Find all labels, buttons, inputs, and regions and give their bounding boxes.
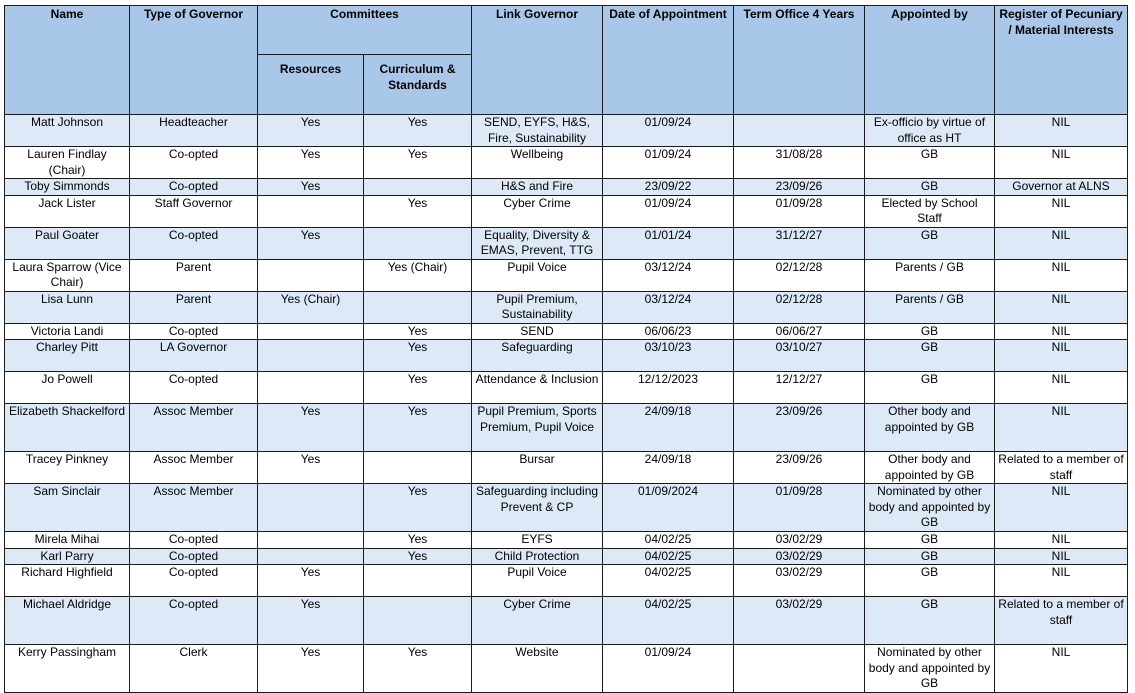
cell-register: NIL	[995, 115, 1128, 147]
cell-type: Co-opted	[130, 548, 258, 565]
cell-resources	[258, 532, 364, 549]
cell-term	[734, 115, 865, 147]
cell-date: 06/06/23	[603, 323, 734, 340]
table-row	[5, 548, 1128, 565]
table-row	[5, 532, 1128, 549]
cell-link: Wellbeing	[472, 147, 603, 179]
cell-register: NIL	[995, 484, 1128, 532]
cell-date: 01/09/24	[603, 645, 734, 693]
cell-type: Co-opted	[130, 179, 258, 196]
cell-appointed: Parents / GB	[865, 291, 995, 323]
cell-register: Related to a member of staff	[995, 452, 1128, 484]
cell-name: Victoria Landi	[5, 323, 130, 340]
table-row	[5, 645, 1128, 693]
cell-resources	[258, 372, 364, 404]
cell-link: Safeguarding	[472, 340, 603, 372]
cell-register: NIL	[995, 340, 1128, 372]
cell-type: Co-opted	[130, 597, 258, 645]
cell-date: 24/09/18	[603, 452, 734, 484]
cell-appointed: GB	[865, 147, 995, 179]
cell-link: Pupil Premium, Sustainability	[472, 291, 603, 323]
cell-term: 02/12/28	[734, 291, 865, 323]
cell-name: Karl Parry	[5, 548, 130, 565]
table-row	[5, 404, 1128, 452]
cell-type: Co-opted	[130, 323, 258, 340]
table-row	[5, 147, 1128, 179]
cell-name: Kerry Passingham	[5, 645, 130, 693]
cell-date: 01/01/24	[603, 227, 734, 259]
cell-resources: Yes	[258, 115, 364, 147]
cell-resources: Yes	[258, 645, 364, 693]
cell-resources	[258, 323, 364, 340]
table-body	[5, 115, 1128, 693]
cell-resources: Yes	[258, 179, 364, 196]
cell-appointed: GB	[865, 227, 995, 259]
table-row	[5, 565, 1128, 597]
cell-type: Co-opted	[130, 532, 258, 549]
header-curriculum-standards: Curriculum & Standards	[364, 55, 472, 115]
cell-link: EYFS	[472, 532, 603, 549]
cell-name: Lauren Findlay (Chair)	[5, 147, 130, 179]
header-name: Name	[5, 6, 130, 115]
cell-curriculum: Yes	[364, 645, 472, 693]
cell-name: Jo Powell	[5, 372, 130, 404]
header-link-governor: Link Governor	[472, 6, 603, 115]
cell-link: Pupil Voice	[472, 259, 603, 291]
cell-register: NIL	[995, 548, 1128, 565]
cell-term: 03/02/29	[734, 565, 865, 597]
header-appointed-by: Appointed by	[865, 6, 995, 115]
cell-register: Related to a member of staff	[995, 597, 1128, 645]
cell-appointed: GB	[865, 323, 995, 340]
cell-curriculum	[364, 565, 472, 597]
cell-register: NIL	[995, 532, 1128, 549]
cell-date: 03/12/24	[603, 259, 734, 291]
cell-type: Parent	[130, 259, 258, 291]
cell-term: 03/02/29	[734, 597, 865, 645]
cell-term: 23/09/26	[734, 179, 865, 196]
cell-name: Michael Aldridge	[5, 597, 130, 645]
cell-curriculum	[364, 291, 472, 323]
cell-link: Attendance & Inclusion	[472, 372, 603, 404]
cell-type: Headteacher	[130, 115, 258, 147]
cell-date: 01/09/24	[603, 195, 734, 227]
cell-type: Assoc Member	[130, 452, 258, 484]
cell-appointed: Parents / GB	[865, 259, 995, 291]
table-row	[5, 195, 1128, 227]
cell-term: 31/08/28	[734, 147, 865, 179]
cell-curriculum: Yes	[364, 340, 472, 372]
header-term-office: Term Office 4 Years	[734, 6, 865, 115]
cell-type: Co-opted	[130, 147, 258, 179]
cell-curriculum: Yes	[364, 147, 472, 179]
cell-resources: Yes (Chair)	[258, 291, 364, 323]
cell-type: Assoc Member	[130, 484, 258, 532]
cell-resources: Yes	[258, 227, 364, 259]
table-row	[5, 227, 1128, 259]
cell-link: Website	[472, 645, 603, 693]
cell-date: 04/02/25	[603, 548, 734, 565]
cell-link: SEND	[472, 323, 603, 340]
cell-term: 01/09/28	[734, 484, 865, 532]
cell-register: NIL	[995, 404, 1128, 452]
cell-appointed: Nominated by other body and appointed by GB	[865, 484, 995, 532]
cell-link: Cyber Crime	[472, 597, 603, 645]
cell-resources	[258, 195, 364, 227]
cell-curriculum: Yes	[364, 115, 472, 147]
cell-curriculum: Yes	[364, 532, 472, 549]
cell-appointed: GB	[865, 179, 995, 196]
cell-appointed: GB	[865, 532, 995, 549]
cell-term: 06/06/27	[734, 323, 865, 340]
cell-register: NIL	[995, 147, 1128, 179]
table-row	[5, 115, 1128, 147]
cell-term: 03/02/29	[734, 548, 865, 565]
cell-register: NIL	[995, 323, 1128, 340]
table-row	[5, 340, 1128, 372]
cell-date: 03/12/24	[603, 291, 734, 323]
cell-resources: Yes	[258, 147, 364, 179]
cell-appointed: GB	[865, 565, 995, 597]
governors-table	[4, 5, 1128, 693]
cell-link: Pupil Voice	[472, 565, 603, 597]
cell-appointed: GB	[865, 597, 995, 645]
header-type: Type of Governor	[130, 6, 258, 115]
cell-curriculum: Yes (Chair)	[364, 259, 472, 291]
cell-term: 03/02/29	[734, 532, 865, 549]
table-row	[5, 291, 1128, 323]
cell-register: NIL	[995, 372, 1128, 404]
cell-appointed: Other body and appointed by GB	[865, 452, 995, 484]
cell-resources: Yes	[258, 565, 364, 597]
cell-type: Assoc Member	[130, 404, 258, 452]
cell-term	[734, 645, 865, 693]
cell-curriculum: Yes	[364, 323, 472, 340]
cell-date: 04/02/25	[603, 597, 734, 645]
cell-register: NIL	[995, 195, 1128, 227]
cell-name: Matt Johnson	[5, 115, 130, 147]
cell-type: LA Governor	[130, 340, 258, 372]
cell-name: Elizabeth Shackelford	[5, 404, 130, 452]
cell-curriculum: Yes	[364, 195, 472, 227]
cell-name: Charley Pitt	[5, 340, 130, 372]
cell-register: NIL	[995, 227, 1128, 259]
cell-resources: Yes	[258, 597, 364, 645]
cell-date: 01/09/2024	[603, 484, 734, 532]
cell-link: Cyber Crime	[472, 195, 603, 227]
table-row	[5, 323, 1128, 340]
cell-register: Governor at ALNS	[995, 179, 1128, 196]
cell-resources: Yes	[258, 404, 364, 452]
cell-curriculum: Yes	[364, 404, 472, 452]
cell-name: Mirela Mihai	[5, 532, 130, 549]
cell-name: Jack Lister	[5, 195, 130, 227]
cell-curriculum	[364, 179, 472, 196]
table-row	[5, 372, 1128, 404]
cell-curriculum: Yes	[364, 484, 472, 532]
cell-type: Staff Governor	[130, 195, 258, 227]
table-row	[5, 597, 1128, 645]
cell-register: NIL	[995, 291, 1128, 323]
cell-term: 03/10/27	[734, 340, 865, 372]
cell-appointed: Other body and appointed by GB	[865, 404, 995, 452]
cell-name: Paul Goater	[5, 227, 130, 259]
cell-resources: Yes	[258, 452, 364, 484]
header-register-of-interests: Register of Pecuniary / Material Interests	[995, 6, 1128, 115]
cell-link: Child Protection	[472, 548, 603, 565]
table-row	[5, 452, 1128, 484]
header-date-of-appointment: Date of Appointment	[603, 6, 734, 115]
cell-name: Lisa Lunn	[5, 291, 130, 323]
cell-type: Co-opted	[130, 372, 258, 404]
cell-term: 12/12/27	[734, 372, 865, 404]
cell-curriculum	[364, 227, 472, 259]
cell-date: 12/12/2023	[603, 372, 734, 404]
cell-date: 24/09/18	[603, 404, 734, 452]
cell-link: Pupil Premium, Sports Premium, Pupil Voice	[472, 404, 603, 452]
cell-link: H&S and Fire	[472, 179, 603, 196]
cell-term: 01/09/28	[734, 195, 865, 227]
cell-type: Co-opted	[130, 565, 258, 597]
cell-date: 03/10/23	[603, 340, 734, 372]
cell-name: Sam Sinclair	[5, 484, 130, 532]
cell-curriculum	[364, 597, 472, 645]
cell-curriculum: Yes	[364, 548, 472, 565]
header-committees: Committees	[258, 6, 472, 55]
cell-register: NIL	[995, 565, 1128, 597]
cell-date: 01/09/24	[603, 115, 734, 147]
cell-date: 01/09/24	[603, 147, 734, 179]
cell-register: NIL	[995, 259, 1128, 291]
cell-date: 23/09/22	[603, 179, 734, 196]
cell-date: 04/02/25	[603, 532, 734, 549]
cell-date: 04/02/25	[603, 565, 734, 597]
cell-link: Safeguarding including Prevent & CP	[472, 484, 603, 532]
cell-link: Equality, Diversity & EMAS, Prevent, TTG	[472, 227, 603, 259]
cell-curriculum: Yes	[364, 372, 472, 404]
table-row	[5, 484, 1128, 532]
cell-appointed: Ex-officio by virtue of office as HT	[865, 115, 995, 147]
cell-curriculum	[364, 452, 472, 484]
cell-appointed: GB	[865, 340, 995, 372]
cell-term: 23/09/26	[734, 452, 865, 484]
cell-type: Co-opted	[130, 227, 258, 259]
cell-term: 31/12/27	[734, 227, 865, 259]
cell-appointed: GB	[865, 372, 995, 404]
cell-appointed: Nominated by other body and appointed by GB	[865, 645, 995, 693]
cell-term: 02/12/28	[734, 259, 865, 291]
cell-link: Bursar	[472, 452, 603, 484]
cell-type: Clerk	[130, 645, 258, 693]
cell-register: NIL	[995, 645, 1128, 693]
table-row	[5, 259, 1128, 291]
cell-term: 23/09/26	[734, 404, 865, 452]
cell-link: SEND, EYFS, H&S, Fire, Sustainability	[472, 115, 603, 147]
header-resources: Resources	[258, 55, 364, 115]
cell-appointed: GB	[865, 548, 995, 565]
cell-appointed: Elected by School Staff	[865, 195, 995, 227]
cell-resources	[258, 340, 364, 372]
cell-name: Richard Highfield	[5, 565, 130, 597]
cell-type: Parent	[130, 291, 258, 323]
cell-name: Toby Simmonds	[5, 179, 130, 196]
table-row	[5, 179, 1128, 196]
cell-name: Tracey Pinkney	[5, 452, 130, 484]
cell-name: Laura Sparrow (Vice Chair)	[5, 259, 130, 291]
cell-resources	[258, 484, 364, 532]
cell-resources	[258, 548, 364, 565]
cell-resources	[258, 259, 364, 291]
